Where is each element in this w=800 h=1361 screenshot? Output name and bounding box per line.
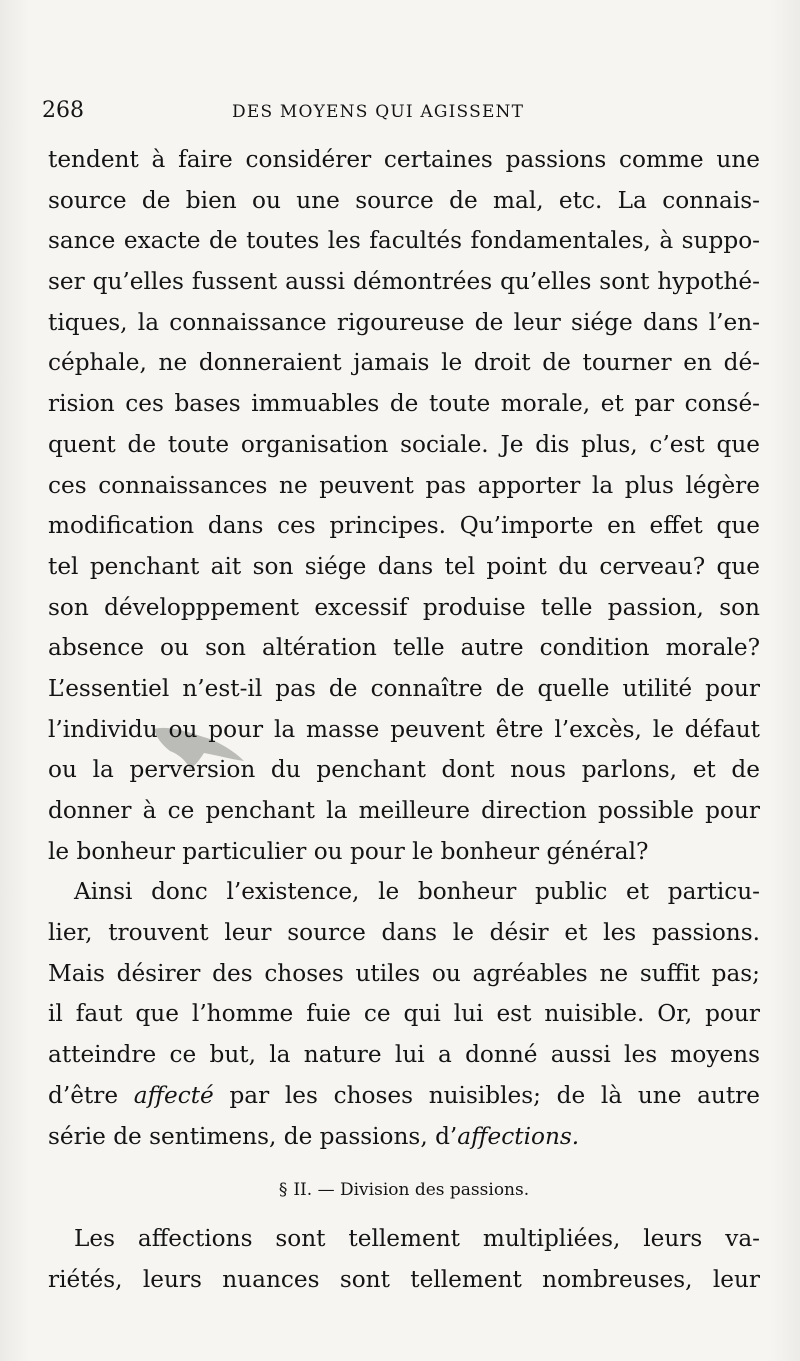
- text-line: tendent à faire considérer certaines passions comme une: [48, 146, 760, 173]
- text-line: ou la perversion du penchant dont nous parlons, et de: [48, 756, 760, 784]
- text-line: ces connaissances ne peuvent pas apporter la plus légère: [48, 471, 760, 499]
- text-line: le bonheur particulier ou pour le bonheur général?: [48, 837, 649, 865]
- section-symbol: §: [278, 1180, 288, 1201]
- text-line: [48, 1076, 760, 1117]
- text-line: il faut que l’homme fuie ce qui lui est nuisible. Or, pour: [48, 1000, 760, 1028]
- text-line: Mais désirer des choses utiles ou agréables ne suffit pas;: [48, 959, 760, 987]
- text-line: céphale, ne donneraient jamais le droit de tourner en dé-: [48, 349, 760, 377]
- page-header: [42, 98, 758, 128]
- page-number: 268: [42, 98, 84, 123]
- text-line: riétés, leurs nuances sont tellement nombreuses, leur: [48, 1265, 760, 1293]
- text-fragment: d’être: [48, 1081, 134, 1109]
- text-line: lier, trouvent leur source dans le désir et les passions.: [48, 919, 760, 947]
- text-line: son développpement excessif produise telle passion, son: [48, 593, 760, 621]
- text-line: rision ces bases immuables de toute morale, et par consé-: [48, 390, 760, 418]
- text-line: Les affections sont tellement multipliées, leurs va-: [74, 1225, 760, 1253]
- text-fragment: par les choses nuisibles; de là une autre: [213, 1081, 760, 1109]
- text-line: source de bien ou une source de mal, etc. La connais-: [48, 186, 760, 214]
- italic-term: affecté: [133, 1081, 214, 1109]
- text-line: absence ou son altération telle autre condition morale?: [48, 634, 760, 662]
- text-line: tel penchant ait son siége dans tel point du cerveau? que: [48, 552, 760, 580]
- text-line: sance exacte de toutes les facultés fondamentales, à suppo-: [48, 227, 760, 255]
- section-heading: [48, 1157, 760, 1219]
- italic-term: affections.: [457, 1122, 580, 1150]
- text-line: l’individu ou pour la masse peuvent être l’excès, le défaut: [48, 715, 760, 743]
- running-head: DES MOYENS QUI AGISSENT: [232, 102, 525, 122]
- body-text: [48, 140, 760, 1301]
- text-line: atteindre ce but, la nature lui a donné aussi les moyens: [48, 1041, 760, 1069]
- text-line: [48, 1117, 760, 1158]
- text-line: tiques, la connaissance rigoureuse de leur siége dans l’en-: [48, 308, 760, 336]
- text-line: L’essentiel n’est-il pas de connaître de quelle utilité pour: [48, 674, 760, 702]
- text-fragment: série de sentimens, de passions, d’: [48, 1122, 458, 1150]
- text-line: donner à ce penchant la meilleure direction possible pour: [48, 797, 760, 824]
- text-line: ser qu’elles fussent aussi démontrées qu’elles sont hypothé-: [48, 268, 760, 296]
- text-line: modification dans ces principes. Qu’importe en effet que: [48, 512, 760, 540]
- text-line: Ainsi donc l’existence, le bonheur public et particu-: [74, 878, 760, 906]
- section-title: II. — Division des passions.: [293, 1180, 530, 1201]
- text-line: quent de toute organisation sociale. Je dis plus, c’est que: [48, 430, 760, 458]
